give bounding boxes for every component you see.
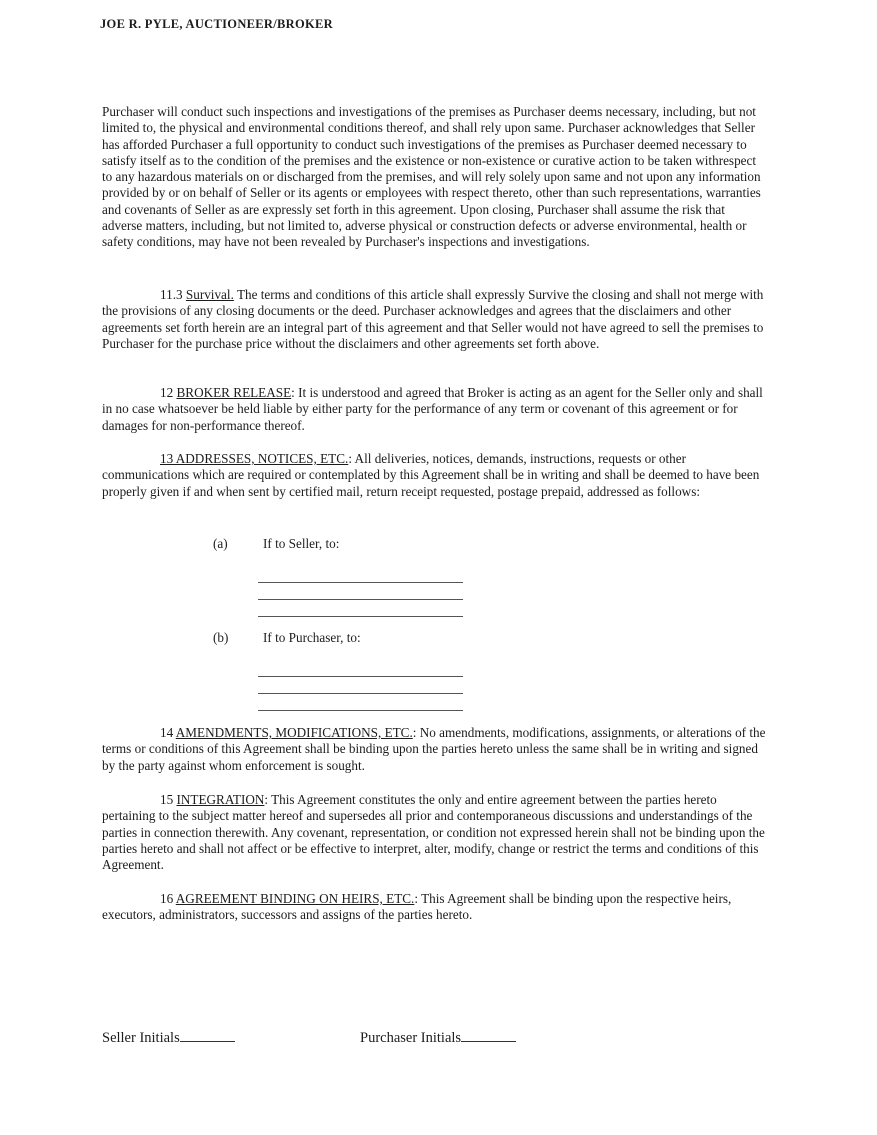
section-heading-separator: : bbox=[348, 451, 352, 466]
section-number: 11.3 bbox=[160, 287, 186, 302]
notice-item-heading: If to Purchaser, to: bbox=[263, 630, 361, 645]
document-header-title: JOE R. PYLE, AUCTIONEER/BROKER bbox=[100, 17, 333, 31]
section-heading: 13 ADDRESSES, NOTICES, ETC. bbox=[160, 451, 349, 466]
notice-row bbox=[102, 630, 768, 646]
section-heading: Survival. bbox=[185, 287, 234, 302]
section-heading-separator: : bbox=[291, 385, 295, 400]
address-blank-line bbox=[258, 599, 463, 600]
seller-initials-blank bbox=[180, 1028, 235, 1042]
purchaser-initials-line bbox=[360, 1028, 516, 1047]
section-15-integration bbox=[102, 792, 768, 873]
intro-paragraph: Purchaser will conduct such inspections and investigations of the premises as Purchaser deems necessary, including, but not limited to, the physical and environmental conditions thereof, and shall rely upon same. Purchaser acknowledges that Seller has afforded Purchaser a full opportunity to conduct such investigations of the premises as Purchaser deemed necessary to satisfy itself as to the condition of the premises and the existence or non-existence or curative action to be taken withrespect to any hazardous materials on or discharged from the premises, and will rely solely upon same and not upon any information provided by or on behalf of Seller or its agents or employees with respect thereto, other than such representations, warranties and covenants of Seller as are expressly set forth in this agreement. Upon closing, Purchaser shall assume the risk that adverse matters, including, but not limited to, adverse physical or construction defects or adverse environmental, health or safety conditions, may have not been revealed by Purchaser's inspections and investigations. bbox=[102, 104, 761, 250]
notice-address-seller bbox=[102, 536, 768, 617]
section-heading-separator: : bbox=[414, 891, 419, 906]
section-13-addresses-notices bbox=[102, 451, 768, 500]
section-text: It is understood and agreed that Broker is acting as an agent for the Seller only and shall in no case whatsoever be held liable by either party for the performance of any term or covenant of this agreement or for damages for non-performance thereof. bbox=[102, 385, 763, 433]
address-blank-line bbox=[258, 710, 463, 711]
section-12-broker-release bbox=[102, 385, 768, 434]
section-text: All deliveries, notices, demands, instructions, requests or other communications which are required or contemplated by this Agreement shall be in writing and shall be deemed to have been properly given if and when sent by certified mail, return receipt requested, postage prepaid, addressed as follows: bbox=[102, 451, 760, 499]
section-heading: BROKER RELEASE bbox=[176, 385, 292, 400]
section-heading-separator: : bbox=[412, 725, 417, 740]
seller-initials-label: Seller Initials bbox=[102, 1030, 180, 1046]
section-number: 16 bbox=[160, 891, 176, 906]
section-heading: AMENDMENTS, MODIFICATIONS, ETC. bbox=[175, 725, 413, 740]
address-blank-line bbox=[258, 582, 463, 583]
purchaser-initials-label: Purchaser Initials bbox=[360, 1030, 462, 1046]
seller-initials-line bbox=[102, 1028, 235, 1047]
notice-item-letter: (a) bbox=[213, 536, 228, 551]
section-heading: AGREEMENT BINDING ON HEIRS, ETC. bbox=[175, 891, 415, 906]
section-11-3-survival bbox=[102, 287, 768, 352]
section-heading-separator: : bbox=[264, 792, 269, 807]
address-blank-line bbox=[258, 616, 463, 617]
section-text: This Agreement shall be binding upon the respective heirs, executors, administrators, successors and assigns of the parties hereto. bbox=[102, 891, 732, 923]
notice-row bbox=[102, 536, 768, 552]
section-number: 15 bbox=[160, 792, 177, 807]
section-text: No amendments, modifications, assignments, or alterations of the terms or conditions of this Agreement shall be binding upon the parties hereto unless the same shall be in writing and signed by the party against whom enforcement is sought. bbox=[102, 725, 766, 773]
section-14-amendments bbox=[102, 725, 768, 774]
purchaser-initials-blank bbox=[461, 1028, 516, 1042]
section-number: 14 bbox=[160, 725, 176, 740]
address-blank-line bbox=[258, 693, 463, 694]
notice-item-heading: If to Seller, to: bbox=[263, 536, 340, 551]
notice-item-letter: (b) bbox=[213, 630, 229, 645]
section-number: 12 bbox=[160, 385, 177, 400]
section-16-binding-on-heirs bbox=[102, 891, 768, 924]
section-text: This Agreement constitutes the only and entire agreement between the parties hereto pertaining to the subject matter hereof and supersedes all prior and contemporaneous discussions and understandings of the parties in connection therewith. Any covenant, representation, or condition not expressed herein shall not be binding upon the parties hereto and shall not affect or be effective to interpret, alter, modify, change or restrict the terms and conditions of this Agreement. bbox=[102, 792, 765, 873]
section-heading: INTEGRATION bbox=[176, 792, 265, 807]
address-blank-line bbox=[258, 676, 463, 677]
notice-address-purchaser bbox=[102, 630, 768, 711]
section-text: The terms and conditions of this article shall expressly Survive the closing and shall not merge with the provisions of any closing documents or the deed. Purchaser acknowledges and agrees that the disclaimers and other agreements set forth herein are an integral part of this agreement and that Seller would not have agreed to sell the premises to Purchaser for the purchase price without the disclaimers and other agreements set forth above. bbox=[102, 287, 764, 351]
